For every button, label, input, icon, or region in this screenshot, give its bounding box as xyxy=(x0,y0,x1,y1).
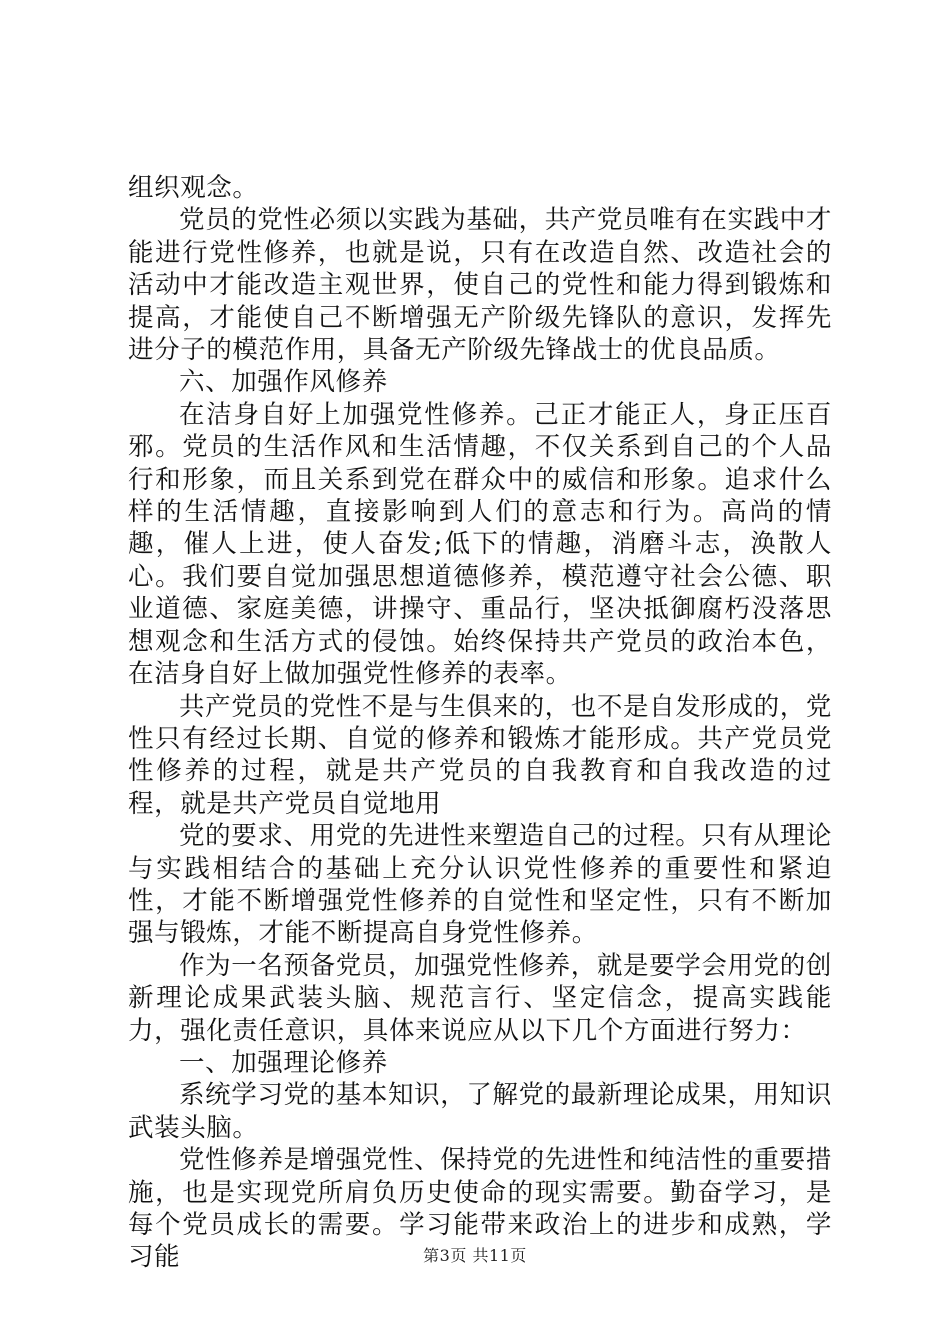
section-heading-6: 六、加强作风修养 xyxy=(179,367,388,398)
document-body xyxy=(128,172,832,1274)
paragraph-6: 作为一名预备党员，加强党性修养，就是要学会用党的创新理论成果武装头脑、规范言行、坚定信念，提高实践能力，强化责任意识，具体来说应从以下几个方面进行努力： xyxy=(128,950,832,1046)
paragraph-2: 党员的党性必须以实践为基础，共产党员唯有在实践中才能进行党性修养，也就是说，只有在改造自然、改造社会的活动中才能改造主观世界，使自己的党性和能力得到锻炼和提高，才能使自己不断增强无产阶级先锋队的意识，发挥先进分子的模范作用，具备无产阶级先锋战士的优良品质。 xyxy=(128,205,832,366)
paragraph-7: 系统学习党的基本知识，了解党的最新理论成果，用知识武装头脑。 xyxy=(128,1080,832,1143)
paragraph-3: 在洁身自好上加强党性修养。己正才能正人，身正压百邪。党员的生活作风和生活情趣，不仅关系到自己的个人品行和形象，而且关系到党在群众中的威信和形象。追求什么样的生活情趣，直接影响到人们的意志和行为。高尚的情趣，催人上进，使人奋发;低下的情趣，消磨斗志，涣散人心。我们要自觉加强思想道德修养，模范遵守社会公德、职业道德、家庭美德，讲操守、重品行，坚决抵御腐朽没落思想观念和生活方式的侵蚀。始终保持共产党员的政治本色，在洁身自好上做加强党性修养的表率。 xyxy=(128,399,832,690)
paragraph-8: 党性修养是增强党性、保持党的先进性和纯洁性的重要措施，也是实现党所肩负历史使命的现实需要。勤奋学习，是每个党员成长的需要。学习能带来政治上的进步和成熟，学习能 xyxy=(128,1145,832,1273)
section-heading-1: 一、加强理论修养 xyxy=(179,1047,388,1078)
page-number-label: 第3页 共11页 xyxy=(423,1246,527,1265)
paragraph-5: 党的要求、用党的先进性来塑造自己的过程。只有从理论与实践相结合的基础上充分认识党性修养的重要性和紧迫性，才能不断增强党性修养的自觉性和坚定性，只有不断加强与锻炼，才能不断提高自身党性修养。 xyxy=(128,821,832,949)
paragraph-4: 共产党员的党性不是与生俱来的，也不是自发形成的，党性只有经过长期、自觉的修养和锻炼才能形成。共产党员党性修养的过程，就是共产党员的自我教育和自我改造的过程，就是共产党员自觉地用 xyxy=(128,691,832,819)
page-footer xyxy=(0,1246,950,1266)
paragraph-1: 组织观念。 xyxy=(128,173,259,203)
